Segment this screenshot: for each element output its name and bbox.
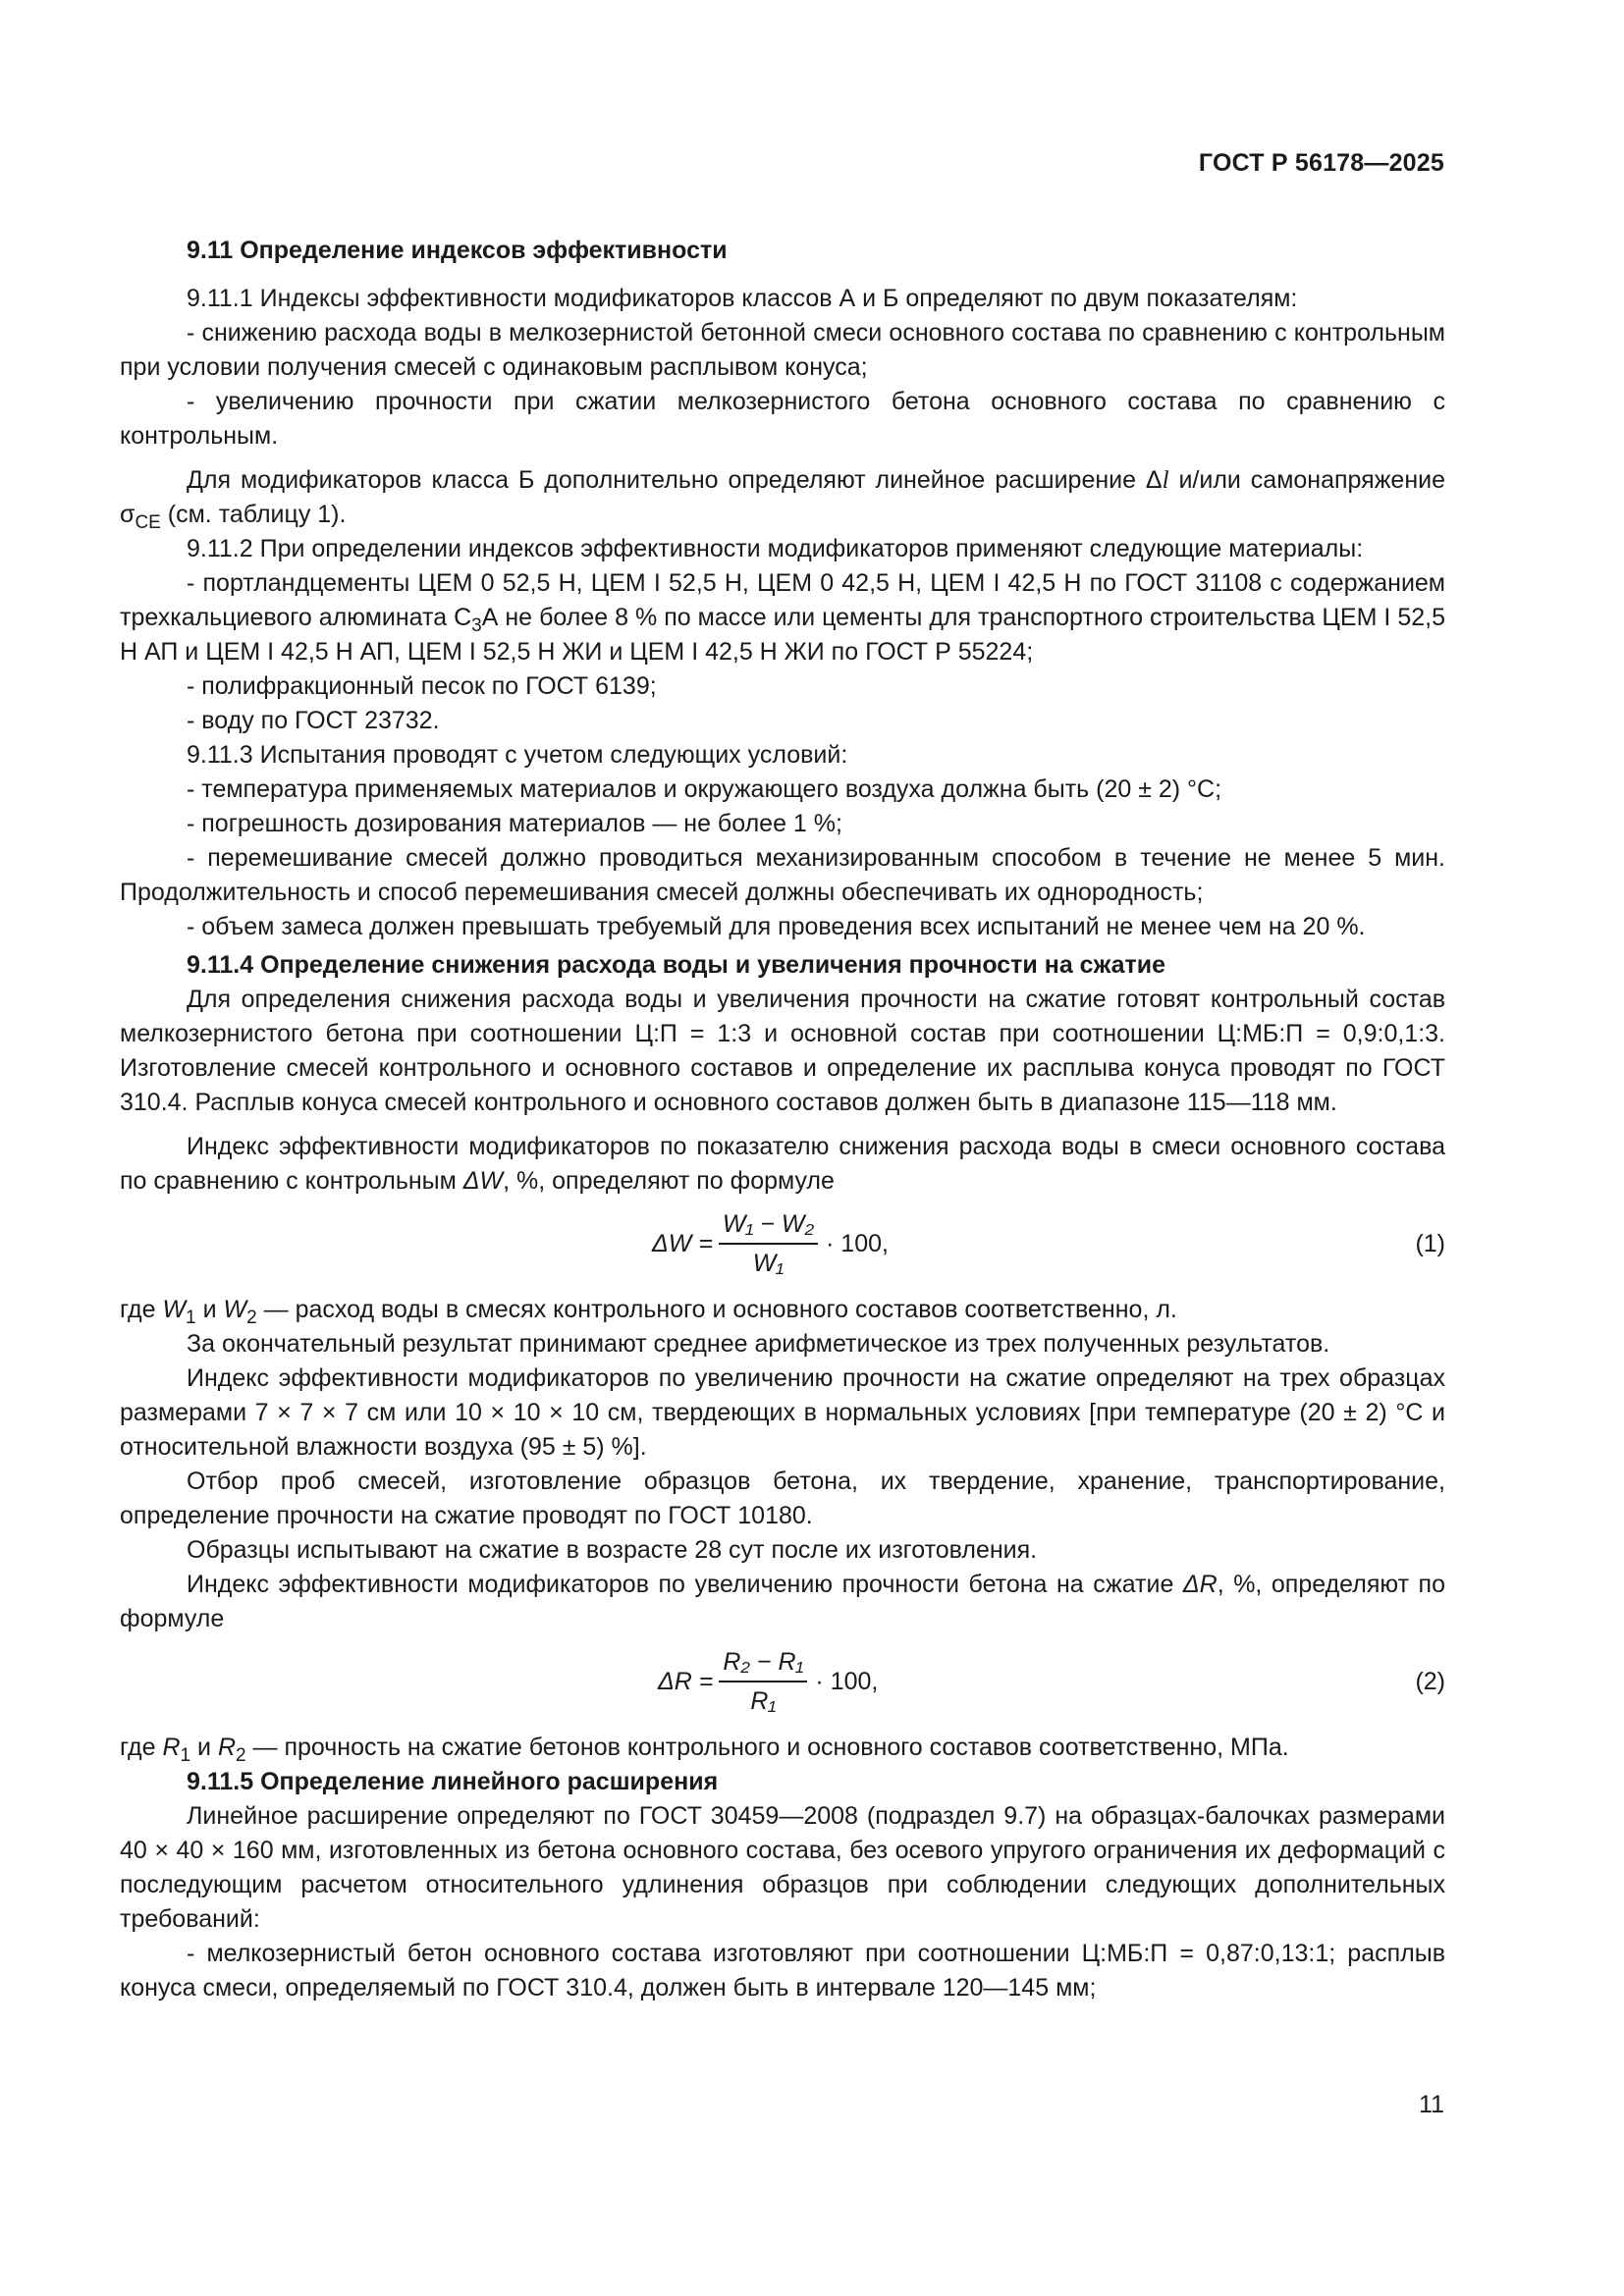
text-fragment: Для модификаторов класса Б дополнительно определяют линейное расширение <box>187 466 1146 494</box>
subscript-1: 1 <box>180 1745 191 1766</box>
formula-2-number: (2) <box>1415 1667 1445 1695</box>
text-fragment: , %, определяют по формуле <box>120 1571 1445 1632</box>
text-fragment: (см. таблицу 1). <box>160 501 347 528</box>
text-fragment: Индекс эффективности модификаторов по увеличению прочности бетона на сжатие <box>187 1571 1183 1598</box>
subscript-1: 1 <box>186 1308 196 1328</box>
formula-2-denominator: R₁ <box>750 1687 777 1715</box>
text-fragment: — прочность на сжатие бетонов контрольного и основного составов соответственно, МПа. <box>245 1734 1289 1761</box>
text-fragment: Индекс эффективности модификаторов по показателю снижения расхода воды в смеси основного состава по сравнению с контрольным <box>120 1133 1445 1195</box>
subscript-3: 3 <box>471 615 482 636</box>
formula-1-fraction <box>719 1209 818 1278</box>
formula-1-lhs: ΔW = <box>652 1229 713 1257</box>
formula-1 <box>120 1204 1445 1283</box>
section-title-9-11: 9.11 Определение индексов эффективности <box>187 237 728 264</box>
symbol-w: W <box>223 1296 247 1323</box>
list-item-water-reduction: - снижению расхода воды в мелкозернистой бетонной смеси основного состава по сравнению с контрольным при условии получения смесей с одинаковым расплывом конуса; <box>120 319 1445 381</box>
text-fragment: - портландцементы ЦЕМ 0 52,5 Н, ЦЕМ I 52,5 Н, ЦЕМ 0 42,5 Н, ЦЕМ I 42,5 Н по ГОСТ 31108 с содержанием трехкальциевого алюмината С <box>120 569 1445 631</box>
delta-w-symbol: ΔW <box>462 1167 504 1195</box>
symbol-l: l <box>1162 467 1169 494</box>
page-number: 11 <box>1419 2091 1444 2118</box>
section-title-9-11-5: 9.11.5 Определение линейного расширения <box>187 1768 719 1795</box>
list-item-cements <box>120 566 1445 669</box>
paragraph-9-11-5-1: Линейное расширение определяют по ГОСТ 30459—2008 (подраздел 9.7) на образцах-балочках размерами 40 × 40 × 160 мм, изготовленных из бетона основного состава, без осевого упругого ограничения их деформаций с последующим расчетом относительного удлинения образцов при соблюдении следующих дополнительных требований: <box>120 1802 1445 1933</box>
text-fragment: где <box>120 1734 163 1761</box>
delta-symbol: Δ <box>1145 466 1163 494</box>
paragraph-9-11-4-1: Для определения снижения расхода воды и увеличения прочности на сжатие готовят контрольный состав мелкозернистого бетона при соотношении Ц:П = 1:3 и основной состав при соотношении Ц:МБ:П = 0,9:0,1:3. Изготовление смесей контрольного и основного составов и определение их расплыва конуса проводят по ГОСТ 310.4. Расплыв конуса смесей контрольного и основного составов должен быть в диапазоне 115—118 мм. <box>120 986 1445 1116</box>
formula-2-expression <box>658 1642 878 1721</box>
delta-r-symbol: ΔR <box>1182 1571 1218 1598</box>
where-clause-1 <box>120 1293 1445 1327</box>
text-fragment: — расход воды в смесях контрольного и основного составов соответственно, л. <box>256 1296 1177 1323</box>
formula-2-lhs: ΔR = <box>658 1667 714 1695</box>
paragraph-sampling: Отбор проб смесей, изготовление образцов бетона, их твердение, хранение, транспортирование, определение прочности на сжатие проводят по ГОСТ 10180. <box>120 1468 1445 1529</box>
list-item-volume: - объем замеса должен превышать требуемый для проведения всех испытаний не менее чем на 20 %. <box>187 913 1366 940</box>
paragraph-final-result: За окончательный результат принимают среднее арифметическое из трех полученных результатов. <box>187 1330 1330 1358</box>
subscript-ce: CE <box>135 512 161 533</box>
text-fragment: где <box>120 1296 163 1323</box>
text-fragment: А не более 8 % по массе или цементы для транспортного строительства ЦЕМ I 52,5 Н АП и ЦЕМ I 42,5 Н АП, ЦЕМ I 52,5 Н ЖИ и ЦЕМ I 42,5 Н ЖИ по ГОСТ Р 55224; <box>120 604 1445 666</box>
list-item-mixing: - перемешивание смесей должно проводиться механизированным способом в течение не менее 5 мин. Продолжительность и способ перемешивания смесей должны обеспечивать их однородность; <box>120 844 1445 906</box>
paragraph-strength-index: Индекс эффективности модификаторов по увеличению прочности на сжатие определяют на трех образцах размерами 7 × 7 × 7 см или 10 × 10 × 10 см, твердеющих в нормальных условиях [при температуре (20 ± 2) °С и относительной влажности воздуха (95 ± 5) %]. <box>120 1364 1445 1461</box>
formula-2-rhs: · 100, <box>815 1667 879 1695</box>
formula-2-fraction <box>719 1647 807 1716</box>
symbol-w: W <box>162 1296 187 1323</box>
subscript-2: 2 <box>246 1308 257 1328</box>
list-item-temperature: - температура применяемых материалов и окружающего воздуха должна быть (20 ± 2) °С; <box>187 775 1222 803</box>
paragraph-9-11-1: 9.11.1 Индексы эффективности модификаторов классов А и Б определяют по двум показателям: <box>187 285 1298 312</box>
paragraph-class-b <box>120 463 1445 532</box>
list-item-water-gost: - воду по ГОСТ 23732. <box>187 707 440 734</box>
section-title-9-11-4: 9.11.4 Определение снижения расхода воды и увеличения прочности на сжатие <box>187 951 1166 979</box>
list-item-fine-concrete: - мелкозернистый бетон основного состава изготовляют при соотношении Ц:МБ:П = 0,87:0,13:1; расплыв конуса смеси, определяемый по ГОСТ 310.4, должен быть в интервале 120—145 мм; <box>120 1940 1445 2002</box>
paragraph-9-11-2: 9.11.2 При определении индексов эффективности модификаторов применяют следующие материалы: <box>187 535 1364 562</box>
formula-1-denominator: W₁ <box>752 1250 785 1277</box>
paragraph-9-11-3: 9.11.3 Испытания проводят с учетом следующих условий: <box>187 741 848 769</box>
text-fragment: и/или самонапряжение <box>1168 466 1445 494</box>
list-item-strength-increase: - увеличению прочности при сжатии мелкозернистого бетона основного состава по сравнению с контрольным. <box>120 388 1445 450</box>
formula-2 <box>120 1642 1445 1721</box>
document-code-header: ГОСТ Р 56178—2025 <box>1198 149 1444 177</box>
text-fragment: , %, определяют по формуле <box>503 1167 835 1195</box>
list-item-sand: - полифракционный песок по ГОСТ 6139; <box>187 672 657 700</box>
text-fragment: и <box>190 1734 218 1761</box>
paragraph-9-11-4-2 <box>120 1130 1445 1199</box>
sigma-symbol: σ <box>120 501 135 528</box>
where-clause-2 <box>120 1731 1445 1765</box>
formula-1-rhs: · 100, <box>826 1229 889 1257</box>
subscript-2: 2 <box>236 1745 246 1766</box>
symbol-r: R <box>217 1734 236 1761</box>
symbol-r: R <box>162 1734 181 1761</box>
paragraph-strength-formula-intro <box>120 1568 1445 1636</box>
list-item-dosing: - погрешность дозирования материалов — не более 1 %; <box>187 810 842 837</box>
formula-1-numerator: W₁ − W₂ <box>719 1209 818 1245</box>
formula-1-number: (1) <box>1415 1229 1445 1257</box>
text-fragment: и <box>195 1296 224 1323</box>
page-body <box>120 224 1445 2005</box>
formula-1-expression <box>652 1204 889 1283</box>
paragraph-test-age: Образцы испытывают на сжатие в возрасте 28 сут после их изготовления. <box>187 1536 1038 1564</box>
formula-2-numerator: R₂ − R₁ <box>719 1647 807 1682</box>
